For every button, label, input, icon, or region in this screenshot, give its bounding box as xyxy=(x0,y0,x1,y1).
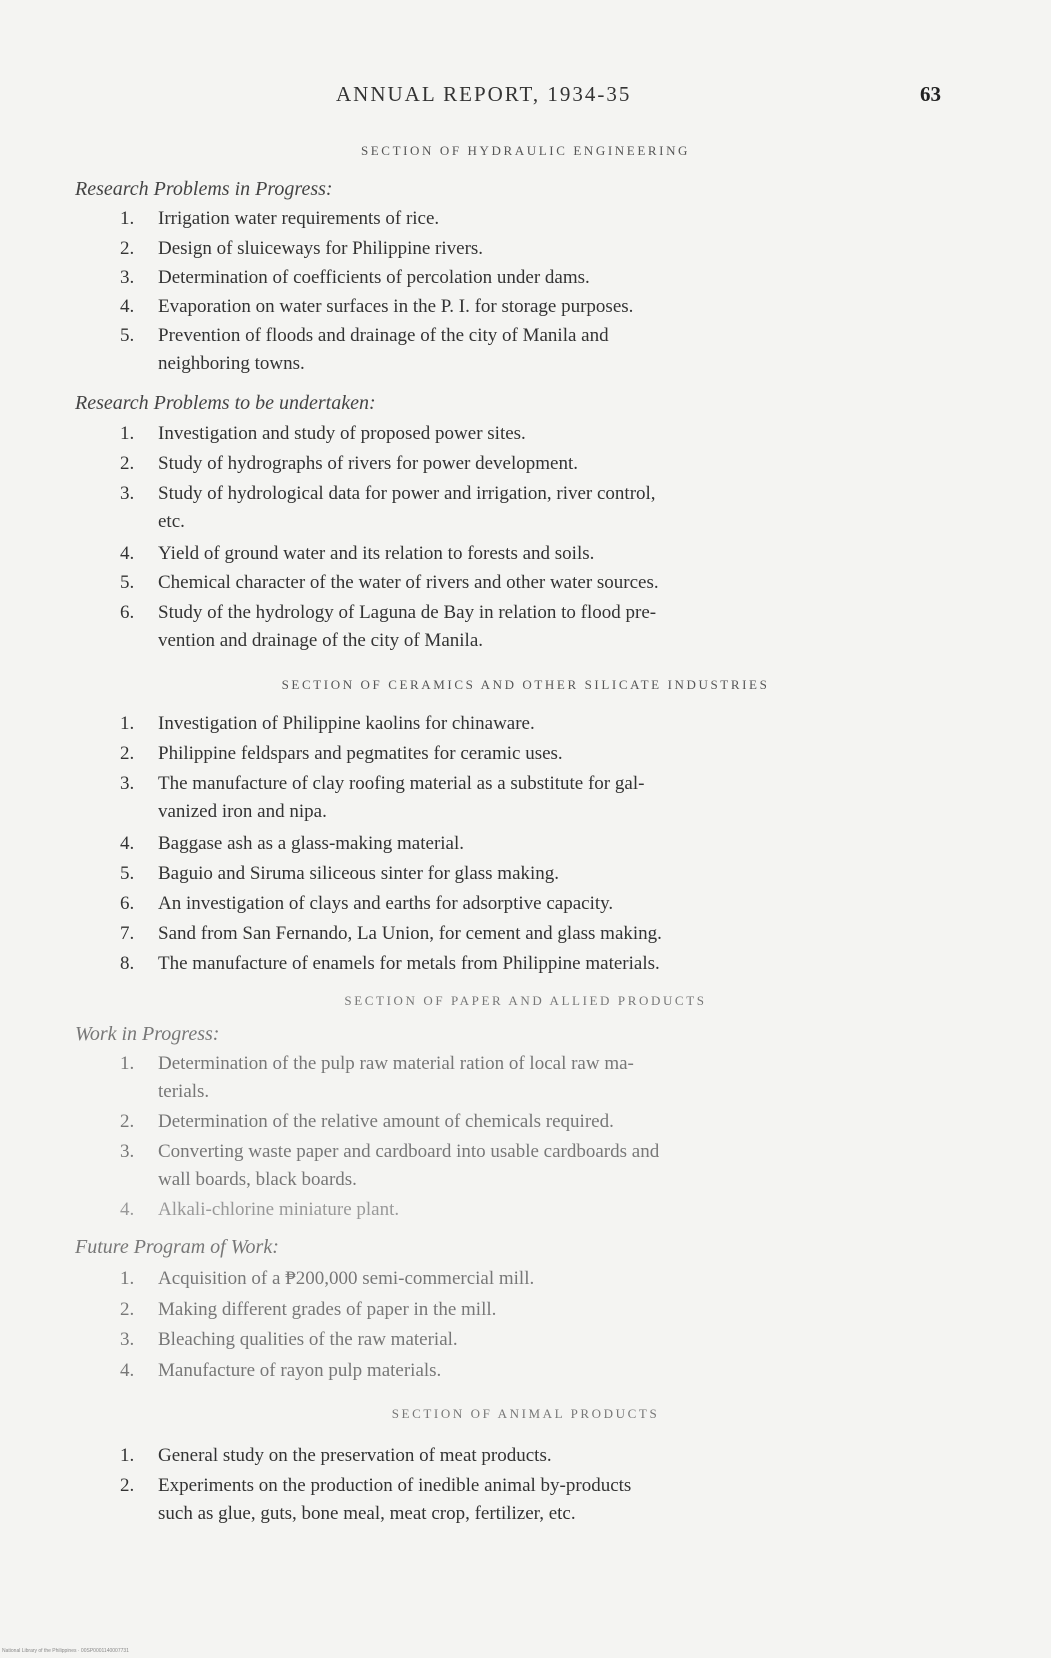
list-item: 1. General study on the preservation of meat products. xyxy=(120,1445,552,1466)
section-heading-ceramics: SECTION OF CERAMICS AND OTHER SILICATE INDUSTRIES xyxy=(281,677,770,692)
list-item: 1. Irrigation water requirements of rice. xyxy=(120,208,440,229)
page-number: 63 xyxy=(920,82,941,106)
list-item: 5. Prevention of floods and drainage of the city of Manila and neighboring towns. xyxy=(120,325,609,374)
list-item: 2. Philippine feldspars and pegmatites for ceramic uses. xyxy=(120,743,563,764)
running-title: ANNUAL REPORT, 1934-35 xyxy=(336,82,632,106)
list-item: 4. Manufacture of rayon pulp materials. xyxy=(120,1360,442,1381)
section-heading-paper: SECTION OF PAPER AND ALLIED PRODUCTS xyxy=(344,993,707,1008)
list-item: 2. Design of sluiceways for Philippine rivers. xyxy=(120,238,484,259)
footer-note: National Library of the Philippines · 00SP0001140007731 xyxy=(2,1648,129,1654)
list-item: 6. Study of the hydrology of Laguna de Bay in relation to flood pre- vention and drainage of the city of Manila. xyxy=(120,602,657,651)
list-item: 1. Acquisition of a ₱200,000 semi-commercial mill. xyxy=(120,1268,535,1289)
list-item: 5. Chemical character of the water of rivers and other water sources. xyxy=(120,572,659,593)
list-item: 1. Determination of the pulp raw material ration of local raw ma- terials. xyxy=(120,1053,634,1102)
subhead-research-to-be-undertaken: Research Problems to be undertaken: xyxy=(75,392,376,414)
list-item: 4. Yield of ground water and its relation to forests and soils. xyxy=(120,543,595,564)
list-item: 4. Baggase ash as a glass-making material. xyxy=(120,833,465,854)
list-item: 8. The manufacture of enamels for metals from Philippine materials. xyxy=(120,953,660,974)
list-item: 2. Study of hydrographs of rivers for power development. xyxy=(120,453,579,474)
list-item: 3. The manufacture of clay roofing material as a substitute for gal- vanized iron and nipa. xyxy=(120,773,645,822)
list-item: 6. An investigation of clays and earths for adsorptive capacity. xyxy=(120,893,614,914)
list-item: 3. Converting waste paper and cardboard into usable cardboards and wall boards, black boards. xyxy=(120,1141,660,1190)
list-item: 4. Evaporation on water surfaces in the P. I. for storage purposes. xyxy=(120,296,634,317)
list-item: 2. Making different grades of paper in the mill. xyxy=(120,1299,497,1320)
subhead-research-in-progress: Research Problems in Progress: xyxy=(75,178,333,200)
section-heading-hydraulic: SECTION OF HYDRAULIC ENGINEERING xyxy=(360,143,691,158)
subhead-work-in-progress: Work in Progress: xyxy=(75,1023,220,1045)
list-item: 1. Investigation of Philippine kaolins for chinaware. xyxy=(120,713,535,734)
list-item: 2. Determination of the relative amount of chemicals required. xyxy=(120,1111,614,1132)
list-item: 2. Experiments on the production of inedible animal by-products such as glue, guts, bone meal, meat crop, fertilizer, etc. xyxy=(120,1475,632,1524)
list-item: 1. Investigation and study of proposed power sites. xyxy=(120,423,526,444)
page-header xyxy=(0,82,1051,112)
list-item: 3. Bleaching qualities of the raw material. xyxy=(120,1329,458,1350)
list-item: 3. Determination of coefficients of percolation under dams. xyxy=(120,267,590,288)
subhead-future-program: Future Program of Work: xyxy=(75,1236,279,1258)
list-item: 7. Sand from San Fernando, La Union, for cement and glass making. xyxy=(120,923,662,944)
list-item: 3. Study of hydrological data for power and irrigation, river control, etc. xyxy=(120,483,656,532)
section-heading-animal: SECTION OF ANIMAL PRODUCTS xyxy=(391,1406,660,1421)
list-item: 4. Alkali-chlorine miniature plant. xyxy=(120,1199,400,1220)
list-item: 5. Baguio and Siruma siliceous sinter for glass making. xyxy=(120,863,560,884)
